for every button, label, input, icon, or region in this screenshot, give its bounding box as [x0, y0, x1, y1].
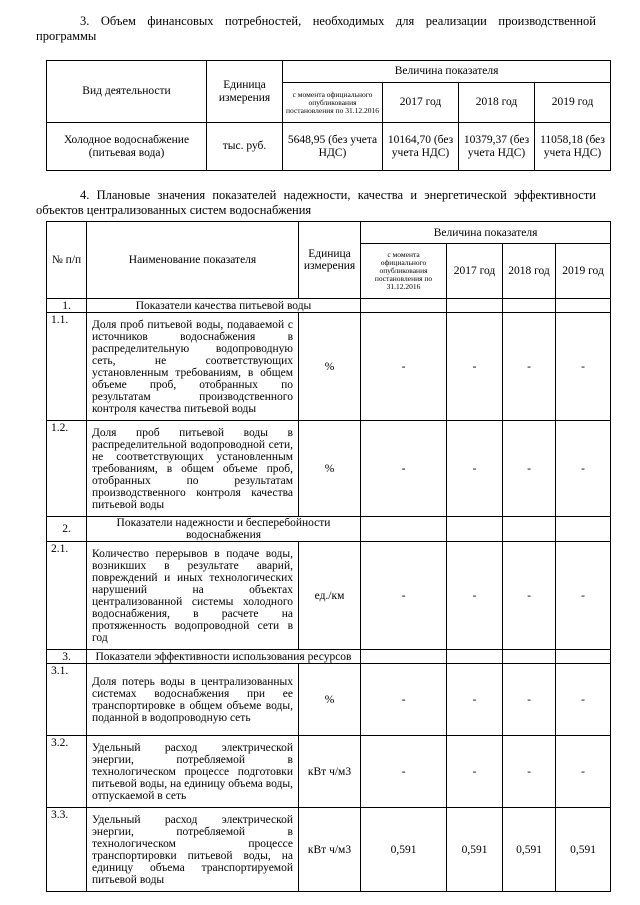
- section-title: Показатели надежности и бесперебойности водоснабжения: [87, 517, 361, 542]
- row-value: -: [361, 542, 447, 650]
- sub-header-period: с момента официального опубликования постановления по 31.12.2016: [361, 244, 447, 299]
- col-header-unit: Единица измерения: [299, 222, 361, 299]
- sub-header-period: с момента официального опубликования постановления по 31.12.2016: [283, 83, 383, 123]
- section-row: [47, 299, 611, 313]
- sub-header-2017: 2017 год: [447, 244, 503, 299]
- row-name: Доля проб питьевой воды в распределительной водопроводной сети, не соответствующих установленным требованиям, в общем объеме проб, отобранных по результатам производственного контроля качества питьевой воды: [87, 421, 299, 517]
- col-header-name: Наименование показателя: [87, 222, 299, 299]
- section-title: Показатели эффективности использования ресурсов: [87, 650, 361, 664]
- table-row: [47, 808, 611, 892]
- row-value: -: [556, 313, 611, 421]
- row-value: -: [447, 736, 503, 808]
- row-unit: кВт ч/м3: [299, 736, 361, 808]
- row-value: -: [503, 421, 556, 517]
- row-value: -: [361, 421, 447, 517]
- row-value: -: [447, 313, 503, 421]
- row-activity: Холодное водоснабжение (питьевая вода): [47, 123, 207, 171]
- section-4-heading: 4. Плановые значения показателей надежности, качества и энергетической эффективности объектов централизованных систем водоснабжения: [36, 188, 596, 217]
- row-unit: тыс. руб.: [207, 123, 283, 171]
- sub-header-2018: 2018 год: [503, 244, 556, 299]
- row-value-2018: 10379,37 (без учета НДС): [459, 123, 535, 171]
- row-value-2017: 10164,70 (без учета НДС): [383, 123, 459, 171]
- row-name: Количество перерывов в подаче воды, возникших в результате аварий, повреждений и иных технологических нарушений на объектах централизованной системы холодного водоснабжения, в расчете на протяженность водопроводной сети в год: [87, 542, 299, 650]
- col-header-num: № п/п: [47, 222, 87, 299]
- row-num: 1.2.: [47, 421, 87, 517]
- row-value: -: [503, 664, 556, 736]
- row-value: -: [503, 542, 556, 650]
- row-unit: кВт ч/м3: [299, 808, 361, 892]
- section-num: 3.: [47, 650, 87, 664]
- section-3-heading: 3. Объем финансовых потребностей, необходимых для реализации производственной программы: [36, 14, 596, 43]
- row-value: 0,591: [361, 808, 447, 892]
- row-value: -: [447, 542, 503, 650]
- row-value: 0,591: [503, 808, 556, 892]
- section-row: [47, 517, 611, 542]
- row-value: -: [447, 664, 503, 736]
- sub-header-2018: 2018 год: [459, 83, 535, 123]
- row-num: 3.1.: [47, 664, 87, 736]
- table-row: [47, 664, 611, 736]
- row-value: -: [361, 664, 447, 736]
- row-value: -: [361, 736, 447, 808]
- row-num: 3.2.: [47, 736, 87, 808]
- row-name: Доля проб питьевой воды, подаваемой с источников водоснабжения в распределительную водопроводную сеть, не соответствующих установленным требованиям, в общем объеме проб, отобранных по результатам производственного контроля качества питьевой воды: [87, 313, 299, 421]
- row-name: Удельный расход электрической энергии, потребляемой в технологическом процессе транспортировки питьевой воды, на единицу объема транспортируемой питьевой воды: [87, 808, 299, 892]
- section-row: [47, 650, 611, 664]
- row-value: -: [556, 736, 611, 808]
- table-row: [47, 542, 611, 650]
- row-value-2019: 11058,18 (без учета НДС): [535, 123, 611, 171]
- col-header-activity: Вид деятельности: [47, 61, 207, 123]
- col-header-value: Величина показателя: [361, 222, 611, 244]
- row-unit: %: [299, 421, 361, 517]
- row-value: 0,591: [447, 808, 503, 892]
- table-row: [47, 736, 611, 808]
- row-unit: %: [299, 664, 361, 736]
- row-value: -: [556, 421, 611, 517]
- col-header-unit: Единица измерения: [207, 61, 283, 123]
- row-name: Доля потерь воды в централизованных системах водоснабжения при ее транспортировке в общем объеме воды, поданной в водопроводную сеть: [87, 664, 299, 736]
- sub-header-2019: 2019 год: [535, 83, 611, 123]
- section-title: Показатели качества питьевой воды: [87, 299, 361, 313]
- row-value: -: [556, 664, 611, 736]
- section-num: 2.: [47, 517, 87, 542]
- sub-header-2017: 2017 год: [383, 83, 459, 123]
- table-row: [47, 421, 611, 517]
- row-name: Удельный расход электрической энергии, потребляемой в технологическом процессе подготовки питьевой воды, на единицу объема воды, отпускаемой в сеть: [87, 736, 299, 808]
- row-num: 2.1.: [47, 542, 87, 650]
- row-value: -: [556, 542, 611, 650]
- row-unit: %: [299, 313, 361, 421]
- indicators-table: [46, 221, 611, 892]
- financial-needs-table: [46, 60, 611, 171]
- sub-header-2019: 2019 год: [556, 244, 611, 299]
- row-num: 3.3.: [47, 808, 87, 892]
- row-value: -: [503, 736, 556, 808]
- col-header-value: Величина показателя: [283, 61, 611, 83]
- row-unit: ед./км: [299, 542, 361, 650]
- row-value: -: [447, 421, 503, 517]
- row-num: 1.1.: [47, 313, 87, 421]
- row-value: -: [503, 313, 556, 421]
- row-value-period: 5648,95 (без учета НДС): [283, 123, 383, 171]
- row-value: -: [361, 313, 447, 421]
- section-num: 1.: [47, 299, 87, 313]
- row-value: 0,591: [556, 808, 611, 892]
- table-row: [47, 313, 611, 421]
